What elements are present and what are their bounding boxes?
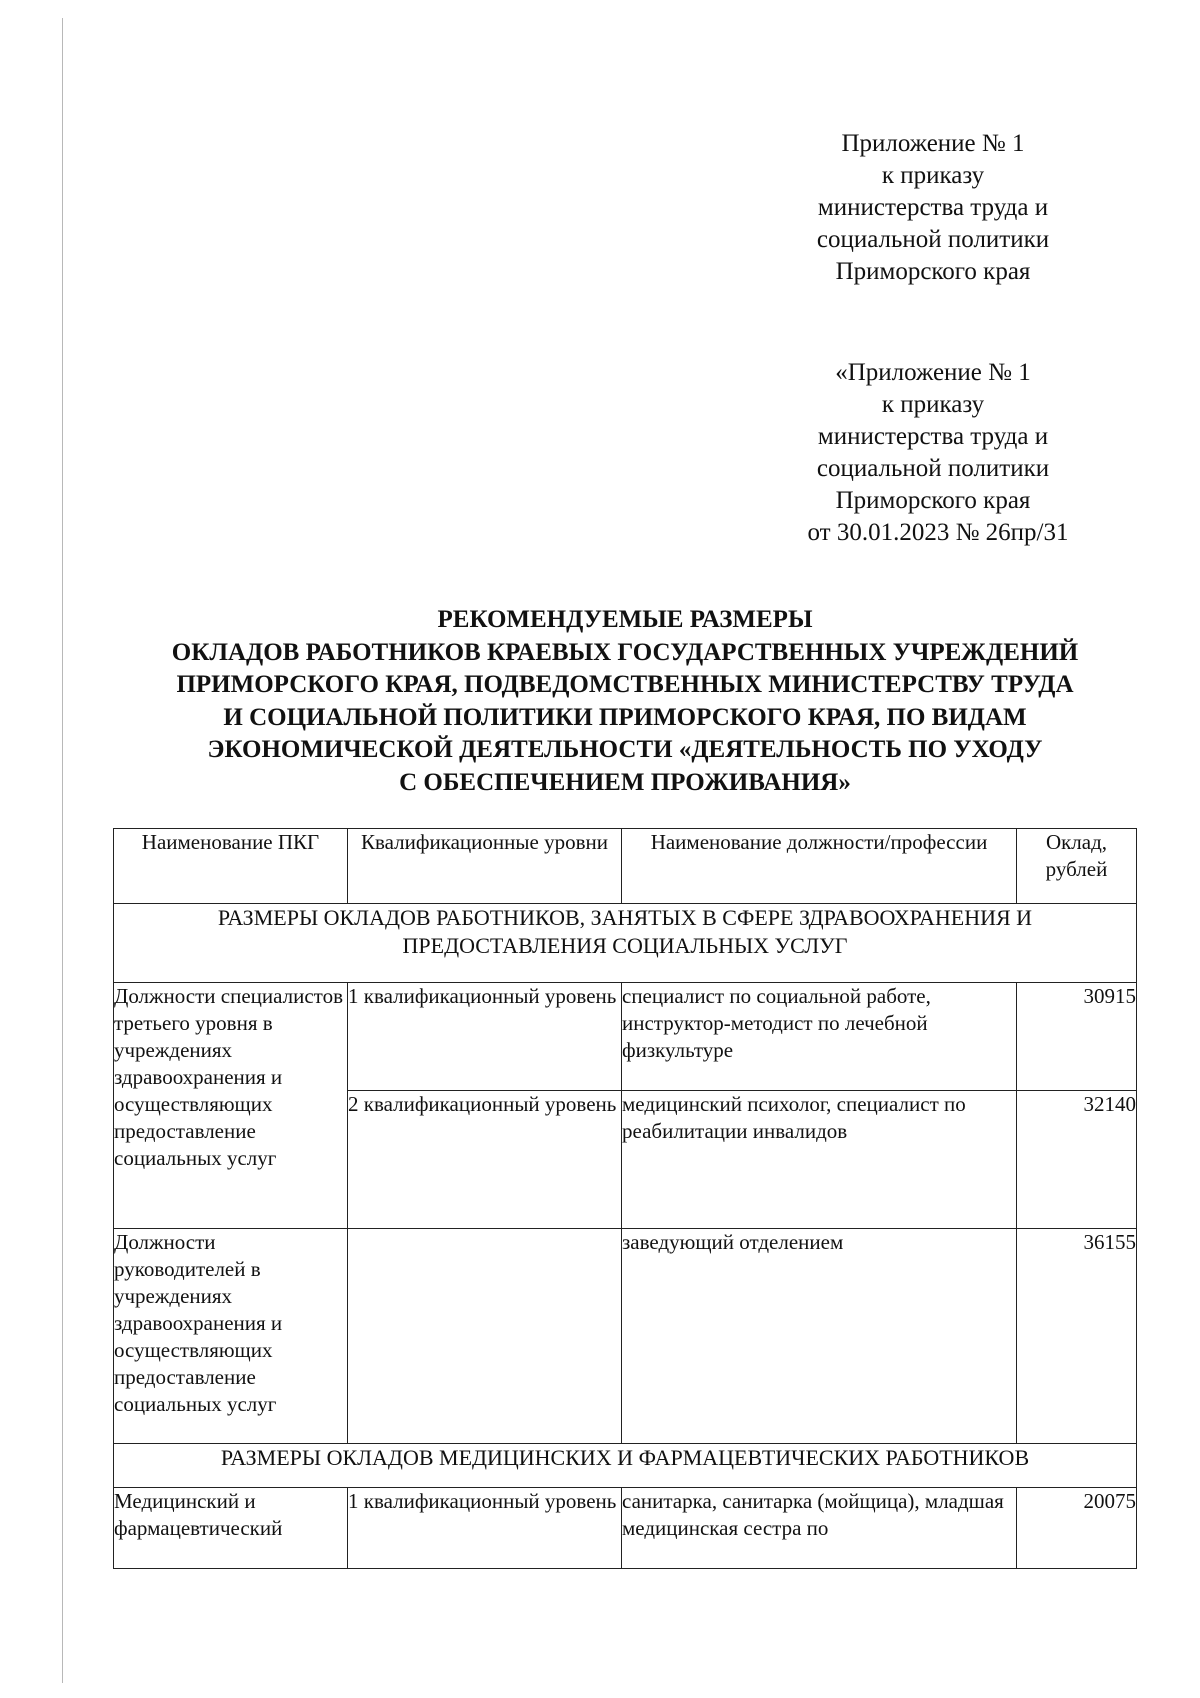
position-cell: санитарка, санитарка (мойщица), младшая медицинская сестра по (622, 1488, 1017, 1569)
appendix-2-date-line: от 30.01.2023 № 26пр/31 (807, 519, 1069, 546)
qualification-level-cell: 1 квалификационный уровень (348, 1488, 622, 1569)
section-row (114, 904, 1137, 983)
position-cell: специалист по социальной работе, инструктор-методист по лечебной физкультуре (622, 983, 1017, 1091)
appendix-1-line: Приложение № 1 (841, 130, 1025, 157)
appendix-2-line: социальной политики (816, 455, 1050, 482)
appendix-2-line: к приказу (881, 391, 985, 418)
title-line: И СОЦИАЛЬНОЙ ПОЛИТИКИ ПРИМОРСКОГО КРАЯ, ПО ВИДАМ (223, 703, 1027, 731)
appendix-1-line: к приказу (881, 162, 985, 189)
appendix-heading-2 (783, 357, 1083, 549)
pkg-group-specialists: Должности специалистов третьего уровня в учреждениях здравоохранения и осуществляющих предоставление социальных услуг (114, 983, 348, 1229)
position-cell: медицинский психолог, специалист по реабилитации инвалидов (622, 1091, 1017, 1229)
salary-table (113, 828, 1137, 1569)
salary-cell: 30915 (1017, 983, 1137, 1091)
appendix-1-line: социальной политики (816, 226, 1050, 253)
title-line: ЭКОНОМИЧЕСКОЙ ДЕЯТЕЛЬНОСТИ «ДЕЯТЕЛЬНОСТЬ ПО УХОДУ (207, 736, 1043, 763)
appendix-1-line: министерства труда и (817, 194, 1049, 221)
table-row (114, 1229, 1137, 1444)
position-cell: заведующий отделением (622, 1229, 1017, 1444)
qualification-level-cell: 2 квалификационный уровень (348, 1091, 622, 1229)
title-line: ОКЛАДОВ РАБОТНИКОВ КРАЕВЫХ ГОСУДАРСТВЕННЫХ УЧРЕЖДЕНИЙ (171, 638, 1079, 666)
header-salary: Оклад, рублей (1017, 829, 1137, 904)
appendix-2-line: министерства труда и (817, 423, 1049, 450)
document-title (100, 604, 1150, 799)
title-line: С ОБЕСПЕЧЕНИЕМ ПРОЖИВАНИЯ» (399, 768, 851, 796)
page-margin-line (62, 18, 63, 1683)
section-medical-pharma: РАЗМЕРЫ ОКЛАДОВ МЕДИЦИНСКИХ И ФАРМАЦЕВТИЧЕСКИХ РАБОТНИКОВ (114, 1444, 1137, 1488)
salary-cell: 36155 (1017, 1229, 1137, 1444)
appendix-2-line: «Приложение № 1 (835, 359, 1031, 386)
section-healthcare-social: РАЗМЕРЫ ОКЛАДОВ РАБОТНИКОВ, ЗАНЯТЫХ В СФЕРЕ ЗДРАВООХРАНЕНИЯ И ПРЕДОСТАВЛЕНИЯ СОЦИАЛЬНЫХ УСЛУГ (114, 904, 1137, 983)
title-line: ПРИМОРСКОГО КРАЯ, ПОДВЕДОМСТВЕННЫХ МИНИСТЕРСТВУ ТРУДА (176, 671, 1074, 698)
pkg-group-managers: Должности руководителей в учреждениях здравоохранения и осуществляющих предоставление социальных услуг (114, 1229, 348, 1444)
table-header-row (114, 829, 1137, 904)
appendix-heading-1 (783, 128, 1083, 288)
table-row (114, 1488, 1137, 1569)
header-qualification-levels: Квалификационные уровни (348, 829, 622, 904)
appendix-2-line: Приморского края (835, 487, 1031, 514)
salary-cell: 20075 (1017, 1488, 1137, 1569)
qualification-level-cell: 1 квалификационный уровень (348, 983, 622, 1091)
header-position-name: Наименование должности/профессии (622, 829, 1017, 904)
header-pkg-name: Наименование ПКГ (114, 829, 348, 904)
qualification-level-cell (348, 1229, 622, 1444)
title-line: РЕКОМЕНДУЕМЫЕ РАЗМЕРЫ (437, 606, 813, 633)
salary-cell: 32140 (1017, 1091, 1137, 1229)
table-row (114, 983, 1137, 1091)
appendix-1-line: Приморского края (835, 258, 1031, 285)
section-row (114, 1444, 1137, 1488)
pkg-group-medical: Медицинский и фармацевтический (114, 1488, 348, 1569)
